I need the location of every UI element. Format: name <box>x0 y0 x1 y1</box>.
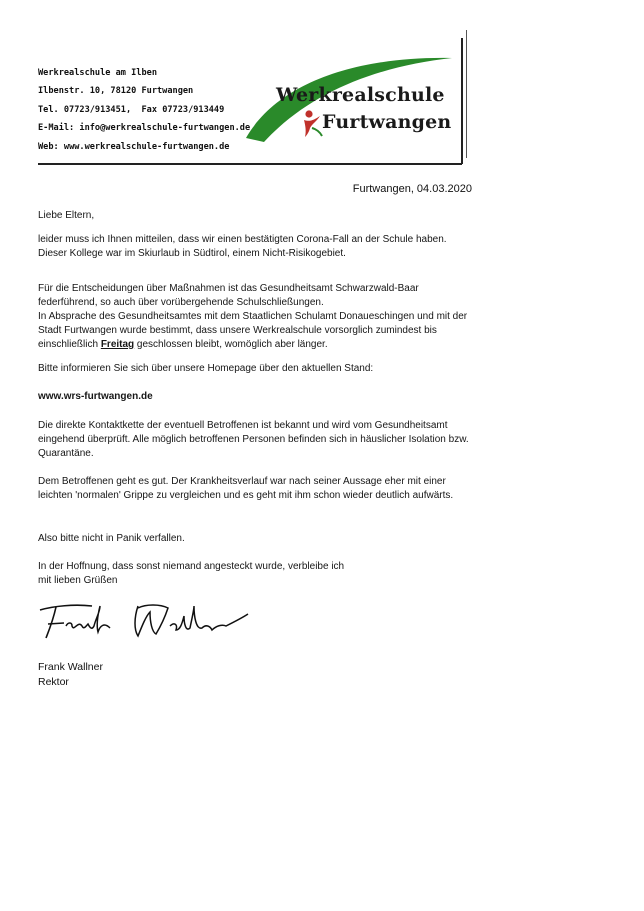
sender-email-label: E-Mail: <box>38 123 75 134</box>
paragraph-3 <box>38 362 478 376</box>
closing-line-1: In der Hoffnung, dass sonst niemand angesteckt wurde, verbleibe ich <box>38 561 345 572</box>
paragraph-2b-text <box>38 310 478 352</box>
homepage-url-block <box>38 390 478 404</box>
homepage-url[interactable]: www.wrs-furtwangen.de <box>38 391 153 402</box>
signer-title: Rektor <box>38 676 69 688</box>
paragraph-2a-text: Für die Entscheidungen über Maßnahmen ist das Gesundheitsamt Schwarzwald-Baar federführend, so auch über vorübergehende Schulschließungen. <box>38 283 419 308</box>
sender-phone: Tel. 07723/913451, <box>38 104 132 115</box>
signer-name: Frank Wallner <box>38 661 103 673</box>
sender-web-line <box>38 138 250 156</box>
paragraph-6-text: Also bitte nicht in Panik verfallen. <box>38 533 185 544</box>
sender-email-line <box>38 119 250 137</box>
highlight-friday: Freitag <box>100 339 135 350</box>
sender-fax: Fax 07723/913449 <box>141 104 225 115</box>
sender-address-block <box>38 64 250 156</box>
handwritten-signature <box>34 596 254 646</box>
logo-text-line2: Furtwangen <box>322 111 452 133</box>
salutation <box>38 209 478 223</box>
paragraph-1-text: leider muss ich Ihnen mitteilen, dass wir einen bestätigten Corona-Fall an der Schule haben. Dieser Kollege war im Skiurlaub in Südtirol, einem Nicht-Risikogebiet. <box>38 234 447 259</box>
signer-block <box>38 660 103 690</box>
sender-web-label: Web: <box>38 141 59 152</box>
paragraph-6 <box>38 532 478 546</box>
sender-email: info@werkrealschule-furtwangen.de <box>79 123 251 134</box>
logo-text-line1: Werkrealschule <box>276 84 445 106</box>
letterhead-vertical-rule <box>461 38 463 164</box>
letterhead-vertical-rule-thin <box>466 30 467 158</box>
letter-date: Furtwangen, 04.03.2020 <box>352 183 472 195</box>
paragraph-2b-before: In Absprache des Gesundheitsamtes mit dem Staatlichen Schulamt Donaueschingen und mit der Stadt Furtwangen wurde bestimmt, dass unsere Werkrealschule vorsorglich zumindest bis einschließlich <box>38 311 468 350</box>
paragraph-4-text: Die direkte Kontaktkette der eventuell Betroffenen ist bekannt und wird vom Gesundheitsamt eingehend überprüft. Alle möglich betroffenen Personen befinden sich in häuslicher Isolation bzw. Quarantäne. <box>38 420 469 459</box>
paragraph-2 <box>38 282 478 352</box>
paragraph-4 <box>38 419 478 461</box>
paragraph-5 <box>38 475 478 503</box>
sender-web: www.werkrealschule-furtwangen.de <box>63 141 230 152</box>
sender-school-name: Werkrealschule am Ilben <box>38 68 157 78</box>
sender-street: Ilbenstr. 10, 78120 Furtwangen <box>38 86 194 97</box>
letterhead-horizontal-rule <box>38 163 462 165</box>
sender-phone-fax <box>38 101 250 119</box>
paragraph-5-text: Dem Betroffenen geht es gut. Der Krankheitsverlauf war nach seiner Aussage eher mit einer leichten 'normalen' Grippe zu vergleichen und es geht mit ihm schon wieder deutlich aufwärts. <box>38 476 454 501</box>
paragraph-3-text: Bitte informieren Sie sich über unsere Homepage über den aktuellen Stand: <box>38 363 374 374</box>
salutation-text: Liebe Eltern, <box>38 210 95 221</box>
closing-line-2: mit lieben Grüßen <box>38 575 118 586</box>
paragraph-2b-after: geschlossen bleibt, womöglich aber länger. <box>134 339 328 350</box>
closing <box>38 560 478 588</box>
paragraph-1 <box>38 233 478 261</box>
